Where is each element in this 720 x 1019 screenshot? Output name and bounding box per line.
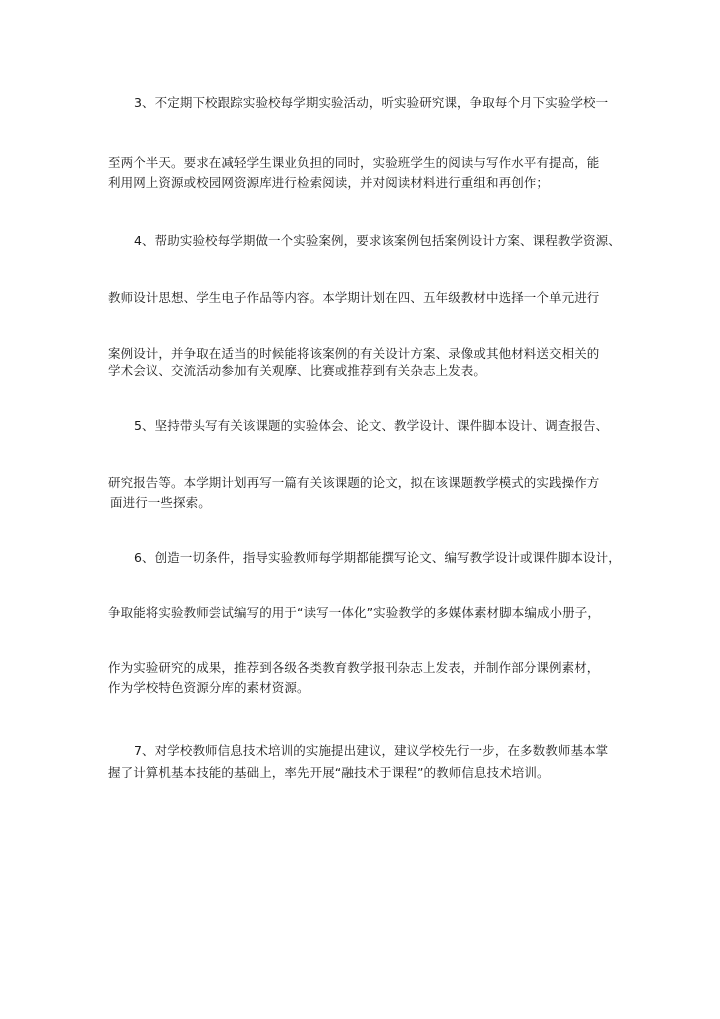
paragraph-6-line-3: 作为实验研究的成果，推荐到各级各类教育教学报刊杂志上发表，并制作部分课例素材， (108, 660, 600, 675)
paragraph-5-line-1: 5、坚持带头写有关该课题的实验体会、论文、教学设计、课件脚本设计、调查报告、 (134, 418, 609, 433)
paragraph-5-line-3: 面进行一些探索。 (110, 495, 211, 510)
paragraph-6-line-2: 争取能将实验教师尝试编写的用于“读写一体化”实验教学的多媒体素材脚本编成小册子， (108, 605, 600, 620)
paragraph-3-line-3: 利用网上资源或校园网资源库进行检索阅读，并对阅读材料进行重组和再创作； (108, 175, 550, 190)
paragraph-5-line-2: 研究报告等。本学期计划再写一篇有关该课题的论文，拟在该课题教学模式的实践操作方 (108, 475, 600, 490)
paragraph-4-line-2: 教师设计思想、学生电子作品等内容。本学期计划在四、五年级教材中选择一个单元进行 (108, 290, 600, 305)
paragraph-4-line-1: 4、帮助实验校每学期做一个实验案例，要求该案例包括案例设计方案、课程教学资源、 (134, 233, 621, 248)
paragraph-4-line-3: 案例设计，并争取在适当的时候能将该案例的有关设计方案、录像或其他材料送交相关的 (108, 346, 600, 361)
paragraph-7-line-2: 握了计算机基本技能的基础上，率先开展“融技术于课程”的教师信息技术培训。 (108, 765, 550, 780)
paragraph-4-line-4: 学术会议、交流活动参加有关观摩、比赛或推荐到有关杂志上发表。 (108, 363, 487, 378)
paragraph-6-line-1: 6、创造一切条件，指导实验教师每学期都能撰写论文、编写教学设计或课件脚本设计， (134, 550, 621, 565)
paragraph-3-line-1: 3、不定期下校跟踪实验校每学期实验活动，听实验研究课，争取每个月下实验学校一 (134, 95, 609, 110)
paragraph-7-line-1: 7、对学校教师信息技术培训的实施提出建议，建议学校先行一步，在多数教师基本掌 (134, 743, 609, 758)
paragraph-6-line-4: 作为学校特色资源分库的素材资源。 (108, 680, 310, 695)
paragraph-3-line-2: 至两个半天。要求在减轻学生课业负担的同时，实验班学生的阅读与写作水平有提高，能 (108, 155, 600, 170)
